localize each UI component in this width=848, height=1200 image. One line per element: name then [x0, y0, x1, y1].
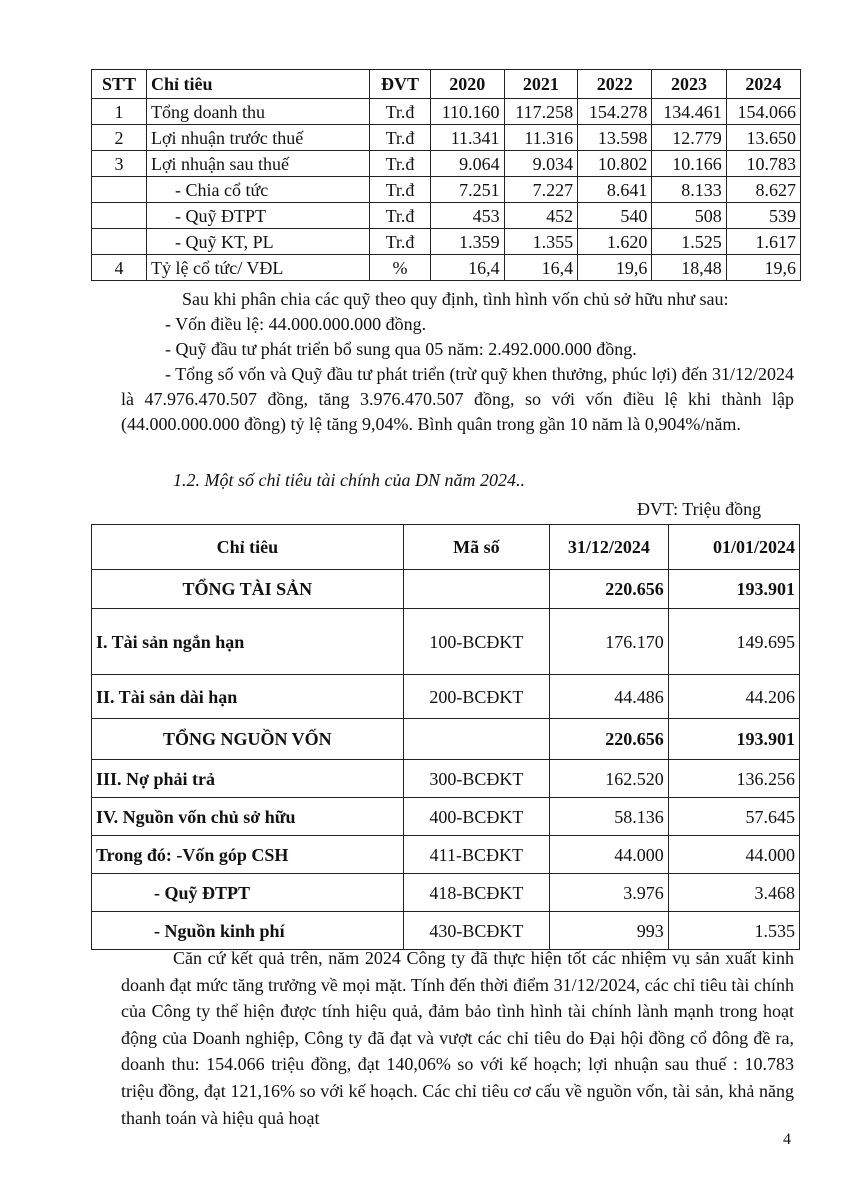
cell-value: 58.136 [549, 798, 668, 836]
row-unit: Tr.đ [370, 229, 431, 255]
row-code: 200-BCĐKT [403, 675, 549, 719]
row-stt [92, 203, 147, 229]
header-year: 2023 [652, 70, 726, 99]
cell-value: 8.133 [652, 177, 726, 203]
header-year: 2024 [726, 70, 800, 99]
cell-value: 110.160 [431, 99, 505, 125]
row-stt: 2 [92, 125, 147, 151]
header-date-end: 31/12/2024 [549, 525, 668, 570]
header-year: 2020 [431, 70, 505, 99]
cell-value: 993 [549, 912, 668, 950]
header-code: Mã số [403, 525, 549, 570]
row-label: - Quỹ ĐTPT [92, 874, 404, 912]
cell-value: 57.645 [668, 798, 799, 836]
row-stt [92, 177, 147, 203]
row-label: Tổng doanh thu [147, 99, 370, 125]
table-row [92, 798, 800, 836]
cell-value: 1.617 [726, 229, 800, 255]
table-row [92, 609, 800, 675]
cell-value: 154.066 [726, 99, 800, 125]
row-label: IV. Nguồn vốn chủ sở hữu [92, 798, 404, 836]
cell-value: 1.535 [668, 912, 799, 950]
cell-value: 540 [578, 203, 652, 229]
page-number: 4 [783, 1131, 791, 1148]
cell-value: 1.355 [504, 229, 578, 255]
cell-value: 508 [652, 203, 726, 229]
header-year: 2021 [504, 70, 578, 99]
table-row [92, 836, 800, 874]
cell-value: 44.206 [668, 675, 799, 719]
header-date-start: 01/01/2024 [668, 525, 799, 570]
table-row [92, 570, 800, 609]
cell-value: 13.598 [578, 125, 652, 151]
header-year: 2022 [578, 70, 652, 99]
row-label: Lợi nhuận trước thuế [147, 125, 370, 151]
table-row [92, 177, 801, 203]
unit-note: ĐVT: Triệu đồng [637, 499, 762, 519]
row-label: I. Tài sản ngắn hạn [92, 609, 404, 675]
cell-value: 44.000 [549, 836, 668, 874]
cell-value: 193.901 [668, 719, 799, 760]
cell-value: 1.525 [652, 229, 726, 255]
cell-value: 539 [726, 203, 800, 229]
table-row [92, 760, 800, 798]
cell-value: 16,4 [504, 255, 578, 281]
table-row [92, 229, 801, 255]
cell-value: 117.258 [504, 99, 578, 125]
row-label: TỔNG TÀI SẢN [92, 570, 404, 609]
cell-value: 453 [431, 203, 505, 229]
cell-value: 18,48 [652, 255, 726, 281]
total-capital-paragraph: - Tổng số vốn và Quỹ đầu tư phát triển (trừ quỹ khen thưởng, phúc lợi) đến 31/12/2024 là 47.976.470.507 đồng, tăng 3.976.470.507 đồng, so với vốn điều lệ khi thành lập (44.000.000.000 đồng) tỷ lệ tăng 9,04%. Bình quân trong gần 10 năm là 0,904%/năm. [121, 364, 794, 434]
cell-value: 3.976 [549, 874, 668, 912]
row-code: 400-BCĐKT [403, 798, 549, 836]
row-label: Trong đó: -Vốn góp CSH [92, 836, 404, 874]
dev-fund-line: - Quỹ đầu tư phát triển bổ sung qua 05 năm: 2.492.000.000 đồng. [165, 339, 637, 359]
row-stt: 3 [92, 151, 147, 177]
cell-value: 220.656 [549, 570, 668, 609]
row-code: 418-BCĐKT [403, 874, 549, 912]
header-unit: ĐVT [370, 70, 431, 99]
cell-value: 1.620 [578, 229, 652, 255]
row-label: - Quỹ KT, PL [147, 229, 370, 255]
row-label: TỔNG NGUỒN VỐN [92, 719, 404, 760]
cell-value: 12.779 [652, 125, 726, 151]
row-unit: Tr.đ [370, 99, 431, 125]
row-label: - Chia cổ tức [147, 177, 370, 203]
row-code: 100-BCĐKT [403, 609, 549, 675]
row-stt: 1 [92, 99, 147, 125]
results-table-2020-2024 [91, 69, 801, 281]
table-row [92, 255, 801, 281]
row-label: Lợi nhuận sau thuế [147, 151, 370, 177]
cell-value: 3.468 [668, 874, 799, 912]
row-unit: Tr.đ [370, 151, 431, 177]
row-stt [92, 229, 147, 255]
equity-intro-line: Sau khi phân chia các quỹ theo quy định, tình hình vốn chủ sở hữu như sau: [182, 289, 729, 309]
cell-value: 11.316 [504, 125, 578, 151]
table-row [92, 99, 801, 125]
cell-value: 19,6 [726, 255, 800, 281]
cell-value: 136.256 [668, 760, 799, 798]
cell-value: 10.783 [726, 151, 800, 177]
table-row [92, 912, 800, 950]
cell-value: 10.802 [578, 151, 652, 177]
cell-value: 134.461 [652, 99, 726, 125]
table-row [92, 675, 800, 719]
cell-value: 13.650 [726, 125, 800, 151]
cell-value: 7.251 [431, 177, 505, 203]
cell-value: 16,4 [431, 255, 505, 281]
table-row [92, 874, 800, 912]
cell-value: 154.278 [578, 99, 652, 125]
cell-value: 162.520 [549, 760, 668, 798]
row-code: 300-BCĐKT [403, 760, 549, 798]
cell-value: 44.000 [668, 836, 799, 874]
cell-value: 7.227 [504, 177, 578, 203]
cell-value: 11.341 [431, 125, 505, 151]
row-code [403, 570, 549, 609]
row-label: - Quỹ ĐTPT [147, 203, 370, 229]
row-code [403, 719, 549, 760]
row-label: III. Nợ phải trả [92, 760, 404, 798]
cell-value: 19,6 [578, 255, 652, 281]
table-header-row [92, 525, 800, 570]
row-label: - Nguồn kinh phí [92, 912, 404, 950]
header-stt: STT [92, 70, 147, 99]
charter-capital-line: - Vốn điều lệ: 44.000.000.000 đồng. [165, 314, 427, 334]
table-row [92, 203, 801, 229]
row-label: Tỷ lệ cổ tức/ VĐL [147, 255, 370, 281]
row-code: 430-BCĐKT [403, 912, 549, 950]
section-title: 1.2. Một số chỉ tiêu tài chính của DN năm 2024.. [173, 470, 525, 490]
cell-value: 1.359 [431, 229, 505, 255]
table-row [92, 151, 801, 177]
cell-value: 452 [504, 203, 578, 229]
table-header-row [92, 70, 801, 99]
header-indicator: Chỉ tiêu [92, 525, 404, 570]
table-row [92, 719, 800, 760]
row-unit: % [370, 255, 431, 281]
cell-value: 176.170 [549, 609, 668, 675]
cell-value: 220.656 [549, 719, 668, 760]
cell-value: 8.641 [578, 177, 652, 203]
table-row [92, 125, 801, 151]
cell-value: 10.166 [652, 151, 726, 177]
row-code: 411-BCĐKT [403, 836, 549, 874]
cell-value: 9.034 [504, 151, 578, 177]
row-unit: Tr.đ [370, 203, 431, 229]
header-indicator: Chỉ tiêu [147, 70, 370, 99]
conclusion-paragraph: Căn cứ kết quả trên, năm 2024 Công ty đã thực hiện tốt các nhiệm vụ sản xuất kinh doanh đạt mức tăng trưởng về mọi mặt. Tính đến thời điểm 31/12/2024, các chỉ tiêu tài chính của Công ty thể hiện được tính hiệu quả, đảm bảo tình hình tài chính lành mạnh trong hoạt động của Doanh nghiệp, Công ty đã đạt và vượt các chỉ tiêu do Đại hội đồng cổ đông đề ra, doanh thu: 154.066 triệu đồng, đạt 140,06% so với kế hoạch; lợi nhuận sau thuế : 10.783 triệu đồng, đạt 121,16% so với kế hoạch. Các chỉ tiêu cơ cấu về nguồn vốn, tài sản, khả năng thanh toán và hiệu quả hoạt [121, 948, 794, 1128]
row-unit: Tr.đ [370, 177, 431, 203]
cell-value: 193.901 [668, 570, 799, 609]
cell-value: 149.695 [668, 609, 799, 675]
cell-value: 44.486 [549, 675, 668, 719]
cell-value: 8.627 [726, 177, 800, 203]
row-stt: 4 [92, 255, 147, 281]
row-label: II. Tài sản dài hạn [92, 675, 404, 719]
financial-indicators-table [91, 524, 800, 950]
cell-value: 9.064 [431, 151, 505, 177]
row-unit: Tr.đ [370, 125, 431, 151]
